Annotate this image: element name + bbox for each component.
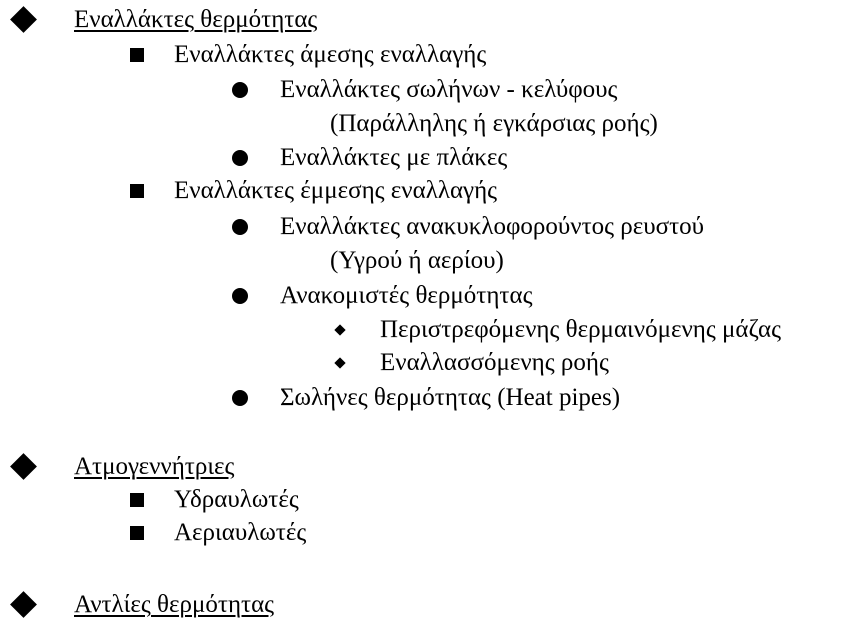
item-text: Υδραυλωτές xyxy=(174,486,299,513)
heading-text: Αντλίες θερμότητας xyxy=(74,591,275,618)
circle-bullet-icon xyxy=(232,390,248,406)
note-text: (Υγρού ή αερίου) xyxy=(330,247,504,274)
square-bullet-icon xyxy=(130,184,144,198)
item-text: Εναλλάκτες ανακυκλοφορούντος ρευστού xyxy=(280,213,705,240)
item-text: Ανακομιστές θερμότητας xyxy=(280,282,533,309)
circle-bullet-icon xyxy=(232,219,248,235)
heading-text: Ατμογεννήτριες xyxy=(74,453,235,480)
circle-bullet-icon xyxy=(232,150,248,166)
item-text: Εναλλάκτες σωλήνων - κελύφους xyxy=(280,76,618,103)
diamond-bullet-icon xyxy=(10,6,37,33)
small-diamond-bullet-icon xyxy=(334,324,345,335)
item-text: Εναλλάκτες έμμεσης εναλλαγής xyxy=(174,177,498,204)
item-text: Εναλλάκτες άμεσης εναλλαγής xyxy=(174,41,487,68)
diamond-bullet-icon xyxy=(10,591,37,618)
circle-bullet-icon xyxy=(232,288,248,304)
square-bullet-icon xyxy=(130,493,144,507)
item-text: Εναλλασσόμενης ροής xyxy=(380,349,609,376)
heading-text: Εναλλάκτες θερμότητας xyxy=(74,6,318,33)
diamond-bullet-icon xyxy=(10,453,37,480)
item-text: Εναλλάκτες με πλάκες xyxy=(280,144,508,171)
note-text: (Παράλληλης ή εγκάρσιας ροής) xyxy=(330,110,658,137)
circle-bullet-icon xyxy=(232,82,248,98)
item-text: Περιστρεφόμενης θερμαινόμενης μάζας xyxy=(380,316,781,343)
square-bullet-icon xyxy=(130,526,144,540)
square-bullet-icon xyxy=(130,48,144,62)
item-text: Σωλήνες θερμότητας (Heat pipes) xyxy=(280,384,621,411)
item-text: Αεριαυλωτές xyxy=(174,519,307,546)
small-diamond-bullet-icon xyxy=(334,357,345,368)
